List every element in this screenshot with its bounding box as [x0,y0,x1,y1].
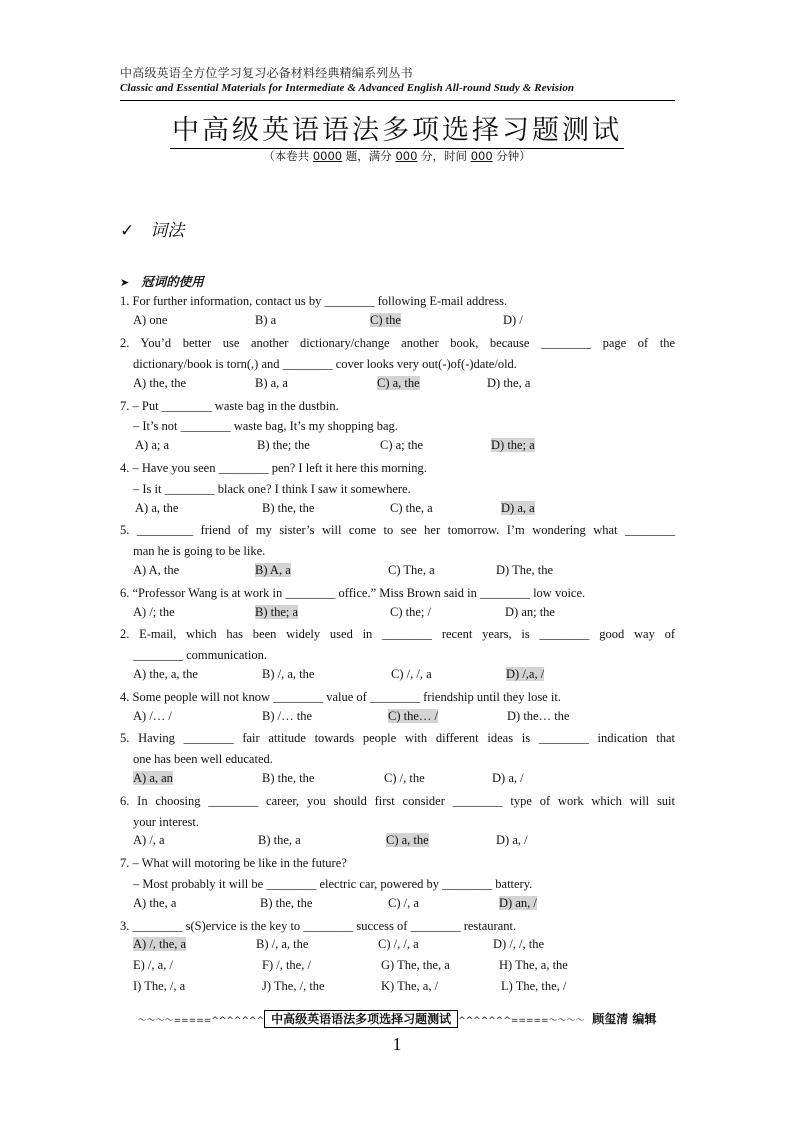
option-answer: A) /, the, a [133,937,187,951]
arrow-icon: ➤ [120,277,130,289]
series-title-en: Classic and Essential Materials for Intermediate & Advanced English All-round Study & Revision [120,82,575,94]
option: L) The, the, / [501,979,567,993]
question-line: – Is it ________ black one? I think I saw it somewhere. [133,482,411,496]
option: C) the; / [390,605,431,619]
option: A) a; a [135,438,170,452]
option: C) the, a [390,501,433,515]
option: C) The, a [388,563,435,577]
option-answer: A) a, an [133,771,173,785]
option: D) an; the [505,605,555,619]
option: B) the; the [257,438,310,452]
option: D) The, the [496,563,554,577]
footer-title: 中高级英语语法多项选择习题测试 [264,1010,458,1028]
question-line: 2. You’d better use another dictionary/change another book, because ________ page of the [120,336,675,350]
subsection-heading: ➤ 冠词的使用 [120,275,204,289]
question-line: 6. In choosing ________ career, you should first consider ________ type of work which will suit [120,794,675,808]
option: B) the, the [262,501,315,515]
option: H) The, a, the [499,958,568,972]
option: C) /, /, a [378,937,419,951]
option-answer: D) the; a [491,438,535,452]
option: A) a, the [135,501,179,515]
option: B) a, a [255,376,288,390]
option: I) The, /, a [133,979,186,993]
option: J) The, /, the [262,979,325,993]
option: C) a; the [380,438,424,452]
option: D) /, /, the [493,937,545,951]
option: C) /, a [388,896,419,910]
footer-author: 顾玺清 编辑 [592,1012,657,1026]
check-icon: ✓ [120,221,135,240]
question-line: 3. ________ s(S)ervice is the key to ________ success of ________ restaurant. [120,919,517,933]
option-answer: C) the… / [388,709,438,723]
question-line: ________ communication. [133,648,268,662]
option: C) /, the [384,771,425,785]
option-answer: C) a, the [377,376,420,390]
option: G) The, the, a [381,958,450,972]
option: F) /, the, / [262,958,311,972]
page-footer [0,1010,794,1027]
option: K) The, a, / [381,979,439,993]
option-answer: D) an, / [499,896,537,910]
option: B) the, the [262,771,315,785]
question-line: 5. Having ________ fair attitude towards people with different ideas is ________ indication that [120,731,675,745]
question-line: 4. Some people will not know ________ value of ________ friendship until they lose it. [120,690,561,704]
option: A) /… / [133,709,172,723]
exam-info: （本卷共 0000 题，满分 000 分，时间 000 分钟） [263,149,531,163]
question-line: – Most probably it will be ________ electric car, powered by ________ battery. [133,877,533,891]
question-line: 6. “Professor Wang is at work in ________ office.” Miss Brown said in ________ low voice. [120,586,586,600]
option: D) / [503,313,523,327]
question-line: 7. – Put ________ waste bag in the dustbin. [120,399,339,413]
option: C) /, /, a [391,667,432,681]
option: B) a [255,313,277,327]
question-line: 1. For further information, contact us by ________ following E-mail address. [120,294,508,308]
question-line: man he is going to be like. [133,544,266,558]
question-line: dictionary/book is torn(,) and ________ cover looks very out(-)of(-)date/old. [133,357,517,371]
option-answer: D) /,a, / [506,667,545,681]
option: A) one [133,313,168,327]
question-line: 5. _________ friend of my sister’s will come to see her tomorrow. I’m wondering what ________ [120,523,675,537]
option: A) A, the [133,563,180,577]
option: B) /, a, the [256,937,309,951]
option-answer: D) a, a [501,501,535,515]
option: B) the, a [258,833,301,847]
footer-decoration: ～～～～=====^^^^^^^ [137,1016,265,1026]
option-answer: B) the; a [255,605,299,619]
option: B) /… the [262,709,312,723]
page-title: 中高级英语语法多项选择习题测试 [0,108,794,147]
question-line: – It’s not ________ waste bag, It’s my shopping bag. [133,419,398,433]
option: B) the, the [260,896,313,910]
question-count: 0000 [312,149,343,163]
option: A) the, a, the [133,667,198,681]
option: A) /, a [133,833,165,847]
option: D) the, a [487,376,531,390]
section-heading: ✓ 词法 [120,221,185,240]
option: B) /, a, the [262,667,315,681]
question-line: 4. – Have you seen ________ pen? I left it here this morning. [120,461,427,475]
option: A) the, a [133,896,177,910]
option-answer: B) A, a [255,563,291,577]
option-answer: C) the [370,313,401,327]
question-line: your interest. [133,815,199,829]
option: A) /; the [133,605,175,619]
question-line: 2. E-mail, which has been widely used in ________ recent years, is ________ good way of [120,627,675,641]
option: D) a, / [496,833,528,847]
question-line: 7. – What will motoring be like in the future? [120,856,347,870]
option: A) the, the [133,376,187,390]
option-answer: C) a, the [386,833,429,847]
footer-decoration: ^^^^^^^=====～～～～ [458,1016,585,1026]
option: D) the… the [507,709,570,723]
option: E) /, a, / [133,958,173,972]
question-line: one has been well educated. [133,752,273,766]
full-score: 000 [395,149,418,163]
time-limit: 000 [470,149,493,163]
series-title-cn: 中高级英语全方位学习复习必备材料经典精编系列丛书 [120,66,413,80]
option: D) a, / [492,771,524,785]
header-rule [120,100,675,101]
page-number: 1 [392,1034,402,1054]
